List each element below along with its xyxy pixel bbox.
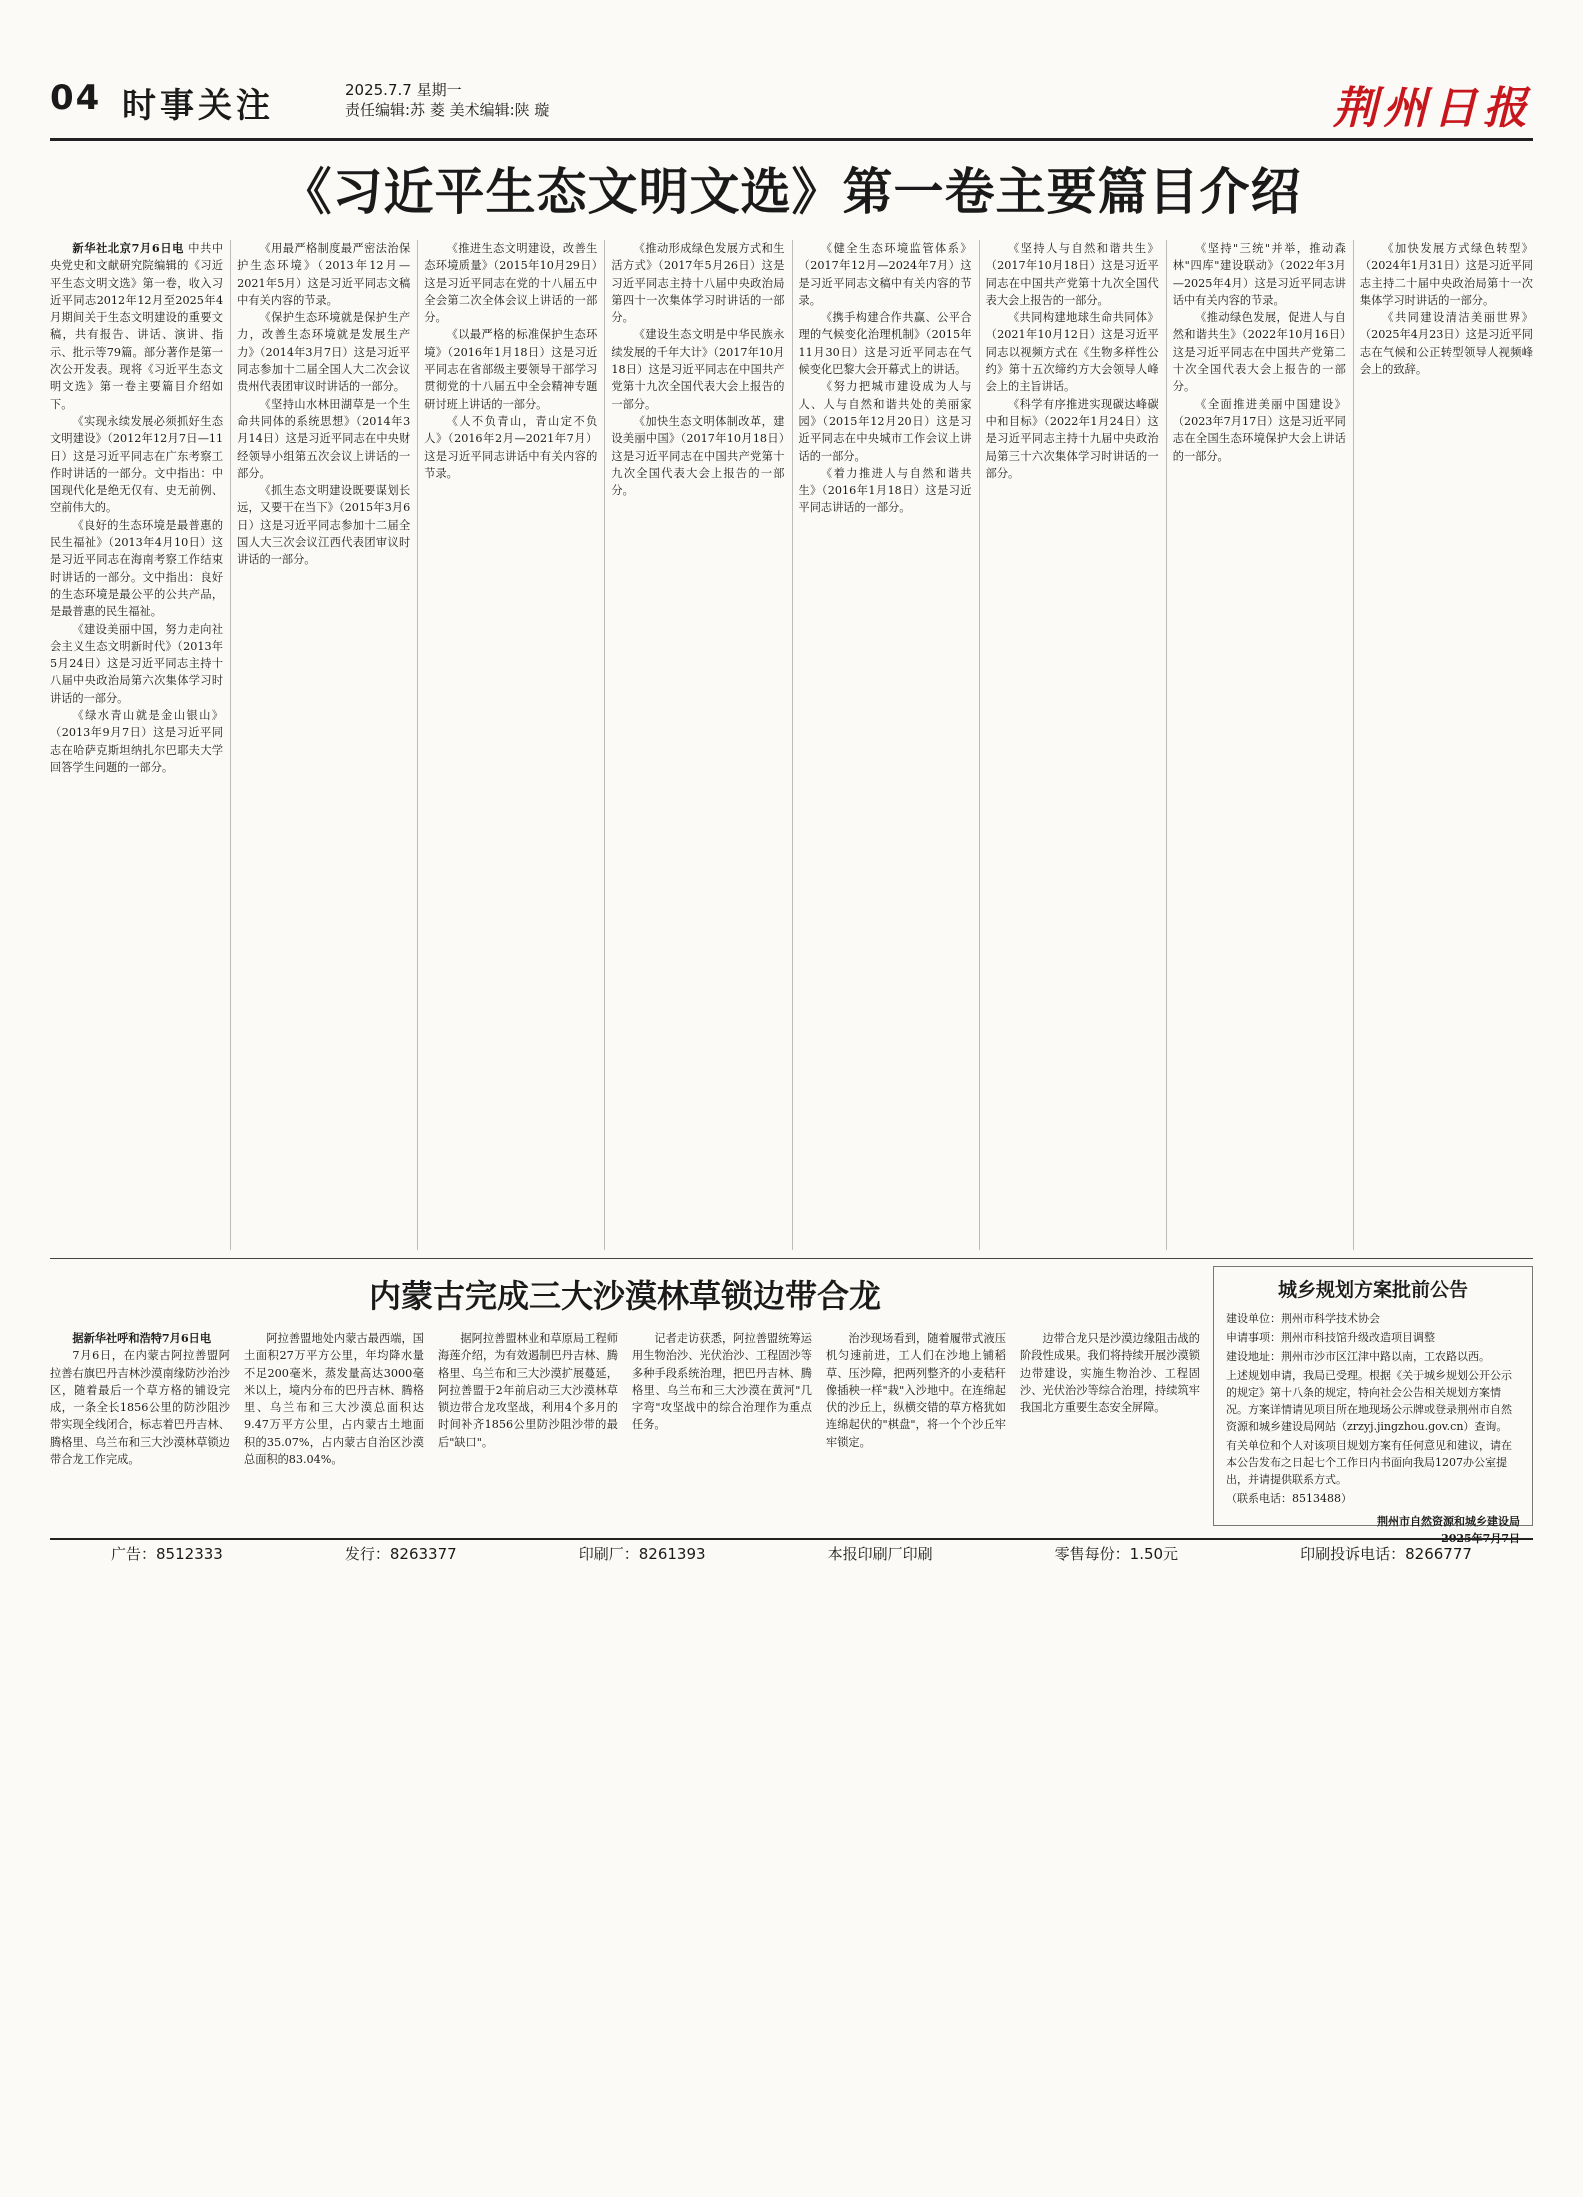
notice-body [1226, 1310, 1520, 1507]
story2-article [50, 1330, 1200, 1526]
article-item: 《推动绿色发展，促进人与自然和谐共生》（2022年10月16日）这是习近平同志在中国共产党第二十次全国代表大会上报告的一部分。 [1172, 311, 1346, 394]
story2-column [826, 1330, 1006, 1526]
article-item: 《保护生态环境就是保护生产力，改善生态环境就是发展生产力》（2014年3月7日）这是习近平同志参加十二届全国人大二次会议贵州代表团审议时讲话的一部分。 [237, 311, 411, 394]
story2-column [438, 1330, 618, 1526]
story2-paragraph: 据阿拉善盟林业和草原局工程师海莲介绍，为有效遏制巴丹吉林、腾格里、乌兰布和三大沙漠扩展蔓延，阿拉善盟于2年前启动三大沙漠林草锁边带合龙攻坚战，利用4个多月的时间补齐1856公里防沙阻沙带的最后"缺口"。 [438, 1332, 618, 1449]
notice-date: 2025年7月7日 [1441, 1532, 1520, 1545]
footer-item: 发行：8263377 [344, 1545, 457, 1563]
top-rule [50, 138, 1533, 141]
article-item: 《着力推进人与自然和谐共生》（2016年1月18日）这是习近平同志讲话的一部分。 [798, 466, 972, 515]
page-number: 04 [50, 78, 102, 118]
article-column [1173, 240, 1346, 1250]
story2-dateline [50, 1330, 230, 1347]
article-item: 《建设生态文明是中华民族永续发展的千年大计》（2017年10月18日）这是习近平同志在中国共产党第十九次全国代表大会上报告的一部分。 [611, 328, 785, 411]
notice-title: 城乡规划方案批前公告 [1277, 1279, 1468, 1301]
notice-line: 上述规划申请，我局已受理。根据《关于城乡规划公开公示的规定》第十八条的规定，特向社会公告相关规划方案情况。方案详情请见项目所在地现场公示牌或登录荆州市自然资源和城乡建设局网站（zrzyj.jingzhou.gov.cn）查询。 [1226, 1369, 1512, 1433]
article-column [1360, 240, 1533, 1250]
notice-line: 申请事项：荆州市科技馆升级改造项目调整 [1226, 1331, 1435, 1344]
article-item: 《以最严格的标准保护生态环境》（2016年1月18日）这是习近平同志在省部级主要领导干部学习贯彻党的十八届五中全会精神专题研讨班上讲话的一部分。 [424, 328, 598, 411]
dateline: 新华社北京7月6日电 [72, 241, 185, 255]
article-item: 《加快发展方式绿色转型》（2024年1月31日）这是习近平同志主持二十届中央政治局第十一次集体学习时讲话的一部分。 [1359, 242, 1533, 307]
article-item: 《推动形成绿色发展方式和生活方式》（2017年5月26日）这是习近平同志主持十八届中央政治局第四十一次集体学习时讲话的一部分。 [611, 242, 785, 325]
notice-line: 有关单位和个人对该项目规划方案有任何意见和建议，请在本公告发布之日起七个工作日内书面向我局1207办公室提出，并请提供联系方式。 [1226, 1439, 1512, 1486]
notice-issuer: 荆州市自然资源和城乡建设局 [1377, 1515, 1520, 1528]
story2-paragraph: 边带合龙只是沙漠边缘阻击战的阶段性成果。我们将持续开展沙漠锁边带建设，实施生物治沙、工程固沙、光伏治沙等综合治理，持续筑牢我国北方重要生态安全屏障。 [1020, 1332, 1200, 1415]
article-item: 《健全生态环境监管体系》（2017年12月—2024年7月）这是习近平同志文稿中有关内容的节录。 [798, 242, 972, 307]
article-column [799, 240, 972, 1250]
masthead [50, 72, 1533, 132]
story2-column [244, 1330, 424, 1526]
column-divider [230, 240, 231, 1250]
column-divider [417, 240, 418, 1250]
story2-column [50, 1330, 230, 1526]
article-item: 《坚持"三统"并举，推动森林"四库"建设联动》（2022年3月—2025年4月）这是习近平同志讲话中有关内容的节录。 [1172, 242, 1346, 307]
footer-item: 印刷投诉电话：8266777 [1300, 1545, 1472, 1563]
planning-notice [1213, 1266, 1533, 1545]
article-item: 《加快生态文明体制改革，建设美丽中国》（2017年10月18日）这是习近平同志在中国共产党第十九次全国代表大会上报告的一部分。 [611, 414, 785, 498]
paper-logo: 荆州日报 [1333, 83, 1533, 134]
issue-editors: 责任编辑:苏 菱 美术编辑:陕 璇 [345, 101, 550, 119]
issue-info [345, 80, 549, 120]
story2-column [632, 1330, 812, 1526]
article-item: 《携手构建合作共赢、公平合理的气候变化治理机制》（2015年11月30日）这是习近平同志在气候变化巴黎大会开幕式上的讲话。 [798, 311, 972, 377]
footer-item: 本报印刷厂印刷 [827, 1545, 933, 1563]
article-column [50, 240, 223, 1250]
column-divider [1353, 240, 1354, 1250]
article-item: 《坚持人与自然和谐共生》（2017年10月18日）这是习近平同志在中国共产党第十九次全国代表大会上报告的一部分。 [985, 242, 1159, 307]
section-divider [50, 1258, 1533, 1259]
article-column [237, 240, 410, 1250]
issue-date: 2025.7.7 星期一 [345, 81, 462, 99]
article-item: 《人不负青山，青山定不负人》（2016年2月—2021年7月）这是习近平同志讲话中有关内容的节录。 [424, 414, 598, 480]
section-title: 时事关注 [122, 86, 274, 126]
lead-text: 中共中央党史和文献研究院编辑的《习近平生态文明文选》第一卷，收入习近平同志2012年12月至2025年4月期间关于生态文明建设的重要文稿，共有报告、讲话、演讲、指示、批示等79篇。部分著作是第一次公开发表。现将《习近平生态文明文选》第一卷主要篇目介绍如下。 [50, 242, 224, 411]
column-divider [1166, 240, 1167, 1250]
article-item: 《良好的生态环境是最普惠的民生福祉》（2013年4月10日）这是习近平同志在海南考察工作结束时讲话的一部分。文中指出：良好的生态环境是最公平的公共产品，是最普惠的民生福祉。 [50, 518, 224, 619]
article-item: 《全面推进美丽中国建设》（2023年7月17日）这是习近平同志在全国生态环境保护大会上讲话的一部分。 [1172, 397, 1346, 463]
article-column [611, 240, 784, 1250]
article-column [424, 240, 597, 1250]
article-item: 《推进生态文明建设，改善生态环境质量》（2015年10月29日）这是习近平同志在党的十八届五中全会第二次全体会议上讲话的一部分。 [424, 242, 598, 325]
column-divider [979, 240, 980, 1250]
article-item: 《努力把城市建设成为人与人、人与自然和谐共处的美丽家园》（2015年12月20日）这是习近平同志在中央城市工作会议上讲话的一部分。 [798, 380, 972, 463]
footer-bar [50, 1538, 1533, 1568]
article-item: 《建设美丽中国，努力走向社会主义生态文明新时代》（2013年5月24日）这是习近平同志主持十八届中央政治局第六次集体学习时讲话的一部分。 [50, 622, 224, 705]
notice-line: 建设单位：荆州市科学技术协会 [1226, 1312, 1380, 1325]
article-item: 《实现永续发展必须抓好生态文明建设》（2012年12月7日—11日）这是习近平同志在广东考察工作时讲话的一部分。文中指出：中国现代化是绝无仅有、史无前例、空前伟大的。 [50, 414, 224, 515]
article-lead [50, 240, 223, 413]
article-item: 《科学有序推进实现碳达峰碳中和目标》（2022年1月24日）这是习近平同志主持十九届中央政治局第三十六次集体学习时讲话的一部分。 [985, 397, 1159, 480]
story2-headline: 内蒙古完成三大沙漠林草锁边带合龙 [368, 1277, 881, 1315]
footer-item: 广告：8512333 [111, 1545, 223, 1563]
article-item: 《绿水青山就是金山银山》（2013年9月7日）这是习近平同志在哈萨克斯坦纳扎尔巴耶夫大学回答学生问题的一部分。 [50, 709, 224, 774]
article-item: 《抓生态文明建设既要谋划长远，又要干在当下》（2015年3月6日）这是习近平同志参加十二届全国人大三次会议江西代表团审议时讲话的一部分。 [237, 484, 411, 567]
notice-line: （联系电话：8513488） [1226, 1492, 1352, 1505]
article-item: 《共同建设清洁美丽世界》（2025年4月23日）这是习近平同志在气候和公正转型领导人视频峰会上的致辞。 [1359, 311, 1533, 377]
story2-paragraph: 7月6日，在内蒙古阿拉善盟阿拉善右旗巴丹吉林沙漠南缘防沙治沙区，随着最后一个草方格的铺设完成，一条全长1856公里的防沙阻沙带实现全线闭合，标志着巴丹吉林、腾格里、乌兰布和三大沙漠林草锁边带合龙工作完成。 [50, 1349, 230, 1467]
main-headline: 《习近平生态文明文选》第一卷主要篇目介绍 [281, 163, 1302, 221]
article-item: 《坚持山水林田湖草是一个生命共同体的系统思想》（2014年3月14日）这是习近平同志在中央财经领导小组第五次会议上讲话的一部分。 [237, 397, 411, 480]
story2-paragraph: 治沙现场看到，随着履带式液压机匀速前进，工人们在沙地上铺稻草、压沙障，把两列整齐的小麦秸秆像插秧一样"栽"入沙地中。在连绵起伏的沙丘上，纵横交错的草方格犹如连绵起伏的"棋盘"，将一个个沙丘牢牢锁定。 [826, 1332, 1006, 1449]
article-column [986, 240, 1159, 1250]
dateline: 据新华社呼和浩特7月6日电 [72, 1331, 212, 1345]
footer-item: 印刷厂：8261393 [578, 1545, 706, 1563]
article-item: 《用最严格制度最严密法治保护生态环境》（2013年12月—2021年5月）这是习近平同志文稿中有关内容的节录。 [237, 242, 411, 307]
column-divider [604, 240, 605, 1250]
notice-line: 建设地址：荆州市沙市区江津中路以南，工农路以西。 [1226, 1350, 1490, 1363]
footer-item: 零售每份：1.50元 [1054, 1545, 1179, 1563]
story2-column [1020, 1330, 1200, 1526]
column-divider [792, 240, 793, 1250]
article-item: 《共同构建地球生命共同体》（2021年10月12日）这是习近平同志以视频方式在《生物多样性公约》第十五次缔约方大会领导人峰会上的主旨讲话。 [985, 311, 1159, 394]
story2-paragraph: 阿拉善盟地处内蒙古最西端，国土面积27万平方公里，年均降水量不足200毫米，蒸发量高达3000毫米以上，境内分布的巴丹吉林、腾格里、乌兰布和三大沙漠总面积达9.47万平方公里，占内蒙古土地面积的35.07%，占内蒙古自治区沙漠总面积的83.04%。 [244, 1332, 424, 1467]
story2-paragraph: 记者走访获悉，阿拉善盟统筹运用生物治沙、光伏治沙、工程固沙等多种手段系统治理，把巴丹吉林、腾格里、乌兰布和三大沙漠在黄河"几字弯"攻坚战中的综合治理作为重点任务。 [632, 1332, 812, 1432]
